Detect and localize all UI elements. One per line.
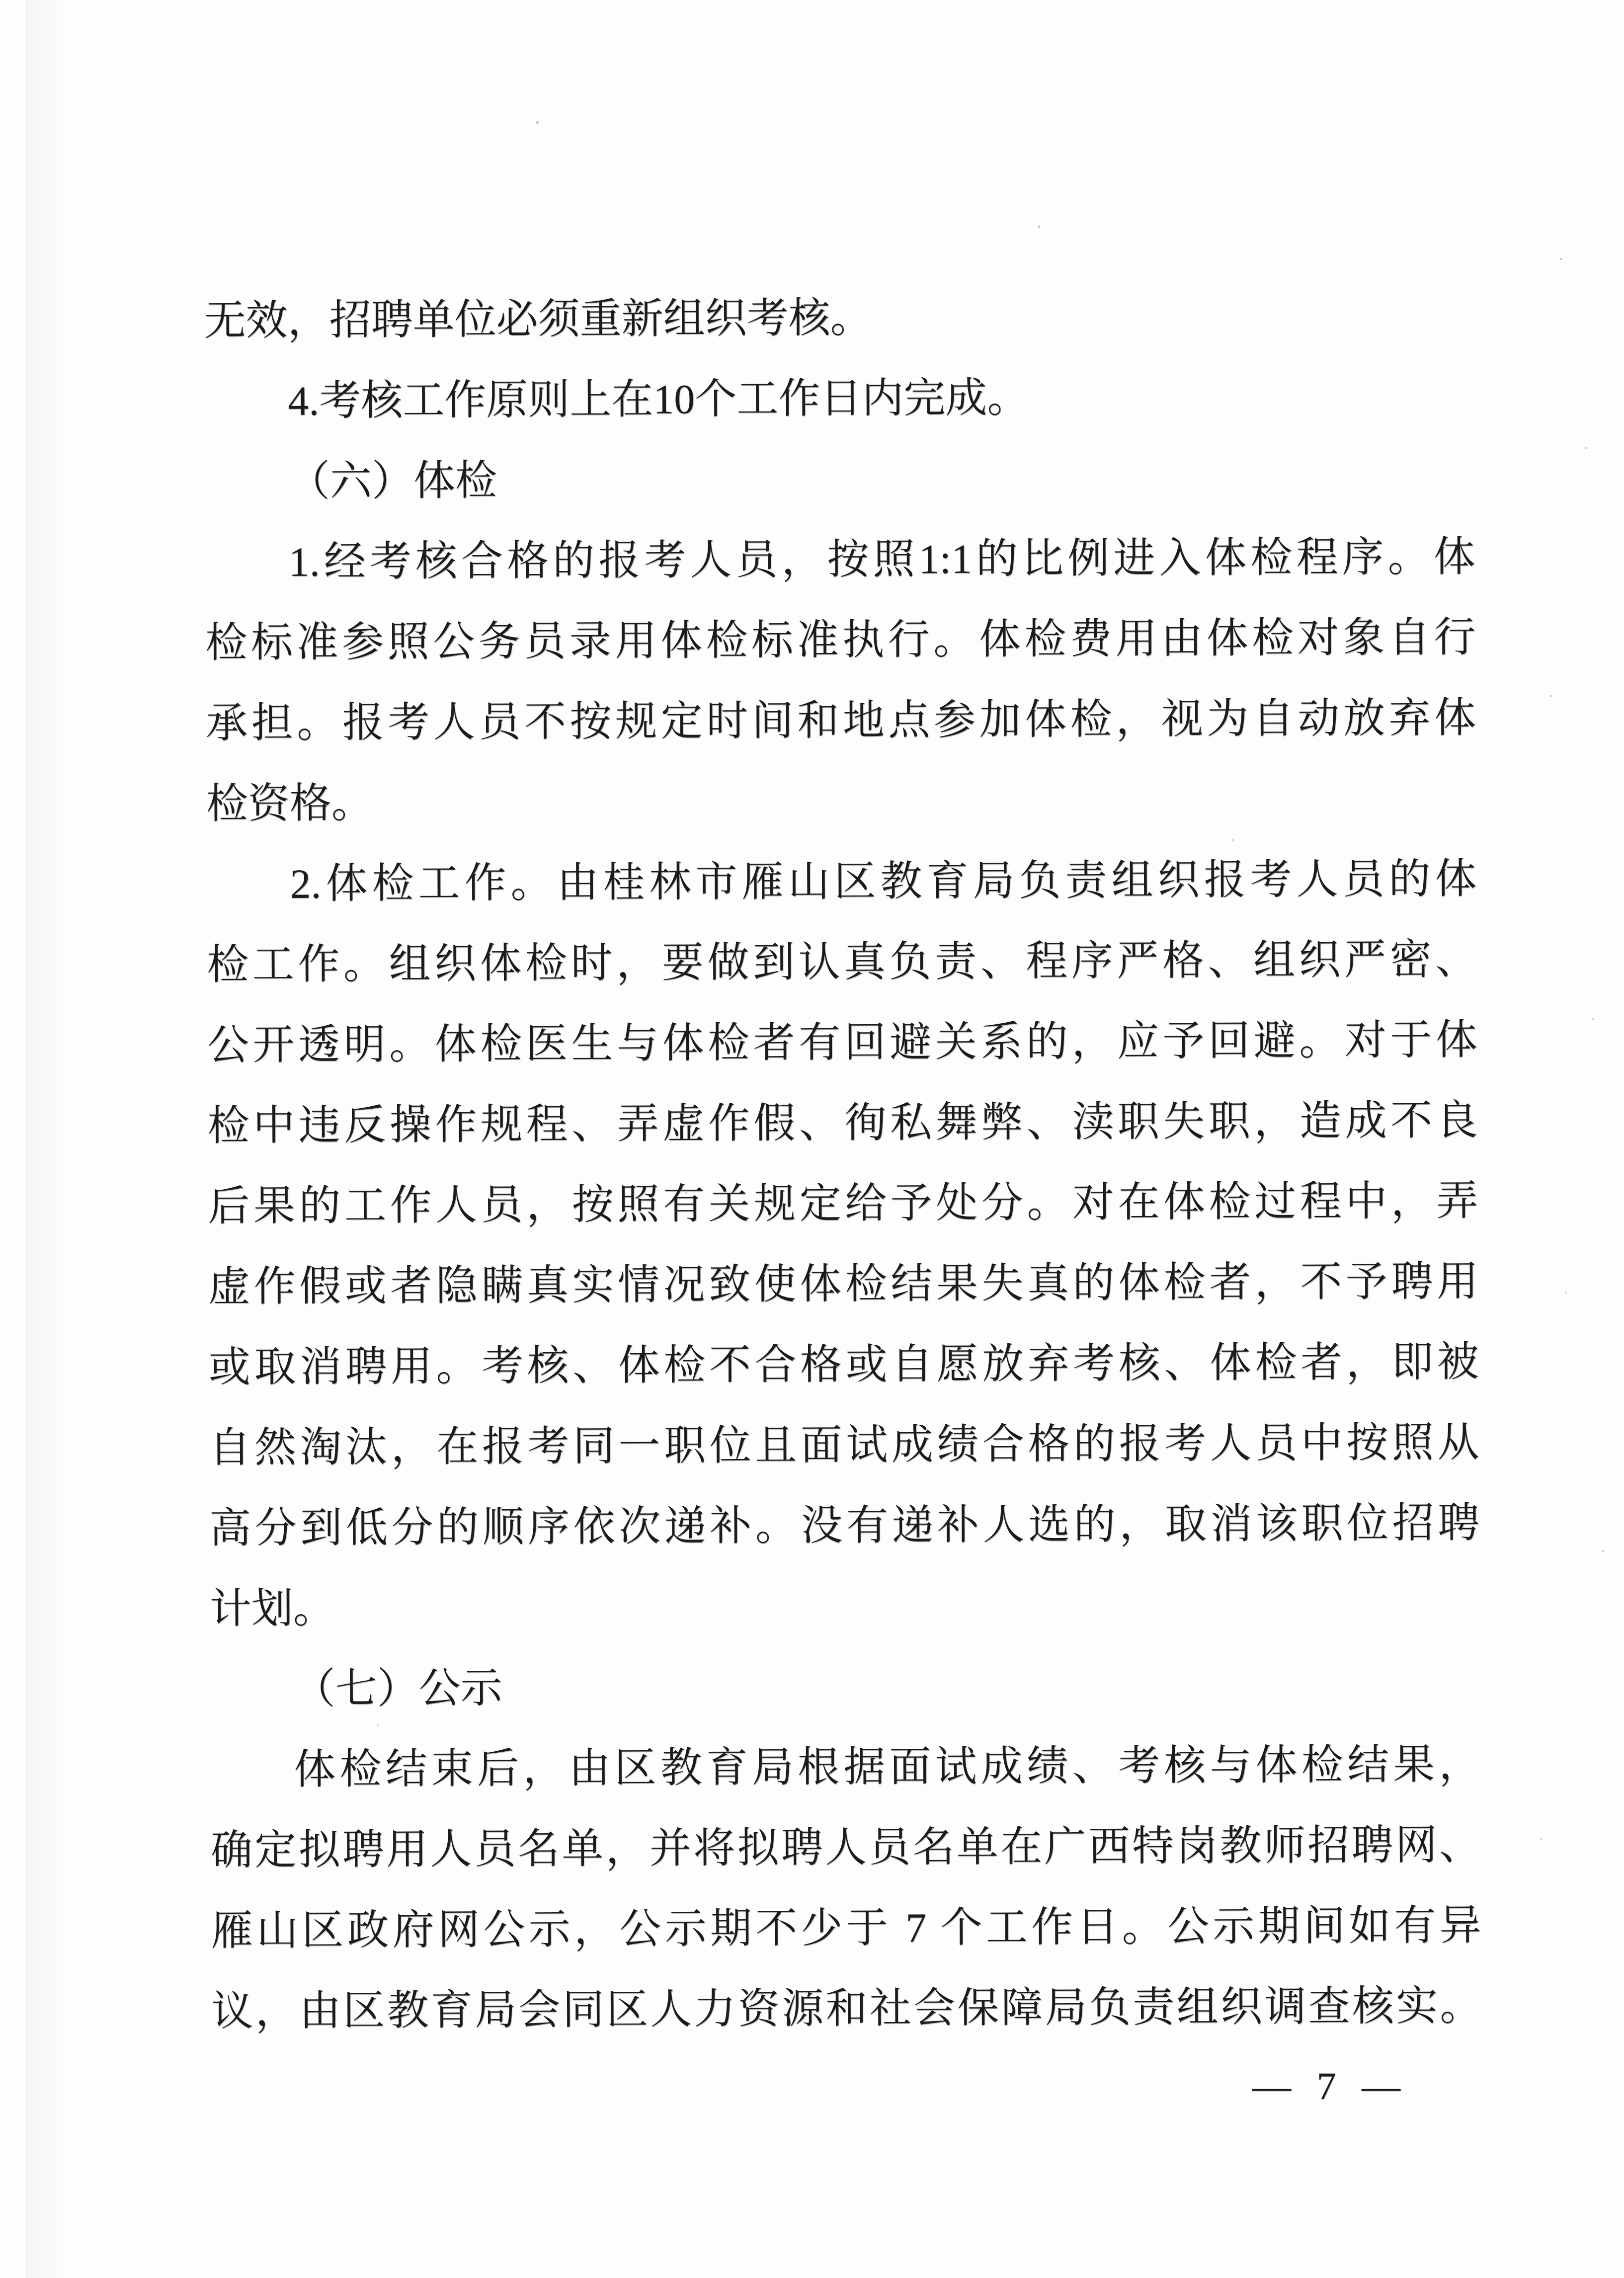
text-line: 议，由区教育局会同区人力资源和社会保障局负责组织调查核实。 [211,1983,1482,2035]
text-line: 自然淘汰，在报考同一职位且面试成绩合格的报考人员中按照从 [209,1419,1479,1471]
text-line: 无效，招聘单位必须重新组织考核。 [204,295,872,344]
section-heading: （七）公示 [293,1665,502,1712]
text-line: 承担。报考人员不按规定时间和地点参加体检，视为自动放弃体 [205,695,1476,747]
text-line: 4.考核工作原则上在10个工作日内完成。 [288,375,1029,424]
text-line: 检标准参照公务员录用体检标准执行。体检费用由体检对象自行 [205,614,1476,666]
text-line: 检资格。 [206,780,374,827]
scan-edge-streak [25,0,70,2278]
document-body [204,275,1482,2052]
text-line: 雁山区政府网公示，公示期不少于 7 个工作日。公示期间如有异 [211,1902,1481,1954]
text-line: 后果的工作人员，按照有关规定给予处分。对在体检过程中，弄 [208,1178,1478,1230]
text-line: 虚作假或者隐瞒真实情况致使体检结果失真的体检者，不予聘用 [208,1258,1479,1310]
text-line: 1.经考核合格的报考人员，按照1:1的比例进入体检程序。体 [288,534,1475,585]
text-line: 体检结束后，由区教育局根据面试成绩、考核与体检结果， [294,1741,1481,1793]
text-line: 计划。 [209,1585,335,1632]
text-line: 检中违反操作规程、弄虚作假、徇私舞弊、渎职失职，造成不良 [207,1097,1478,1149]
text-line: 高分到低分的顺序依次递补。没有递补人选的，取消该职位招聘 [209,1500,1480,1552]
text-line: 公开透明。体检医生与体检者有回避关系的，应予回避。对于体 [207,1017,1478,1069]
text-line: 或取消聘用。考核、体检不合格或自愿放弃考核、体检者，即被 [208,1339,1479,1391]
section-heading: （六）体检 [288,458,497,505]
text-line: 确定拟聘用人员名单，并将拟聘人员名单在广西特岗教师招聘网、 [210,1822,1481,1874]
page-number: — 7 — [1252,2064,1408,2108]
text-line: 检工作。组织体检时，要做到认真负责、程序严格、组织严密、 [207,936,1477,988]
text-line: 2.体检工作。由桂林市雁山区教育局负责组织报考人员的体 [290,856,1477,907]
scan-speckles [0,0,1,1]
